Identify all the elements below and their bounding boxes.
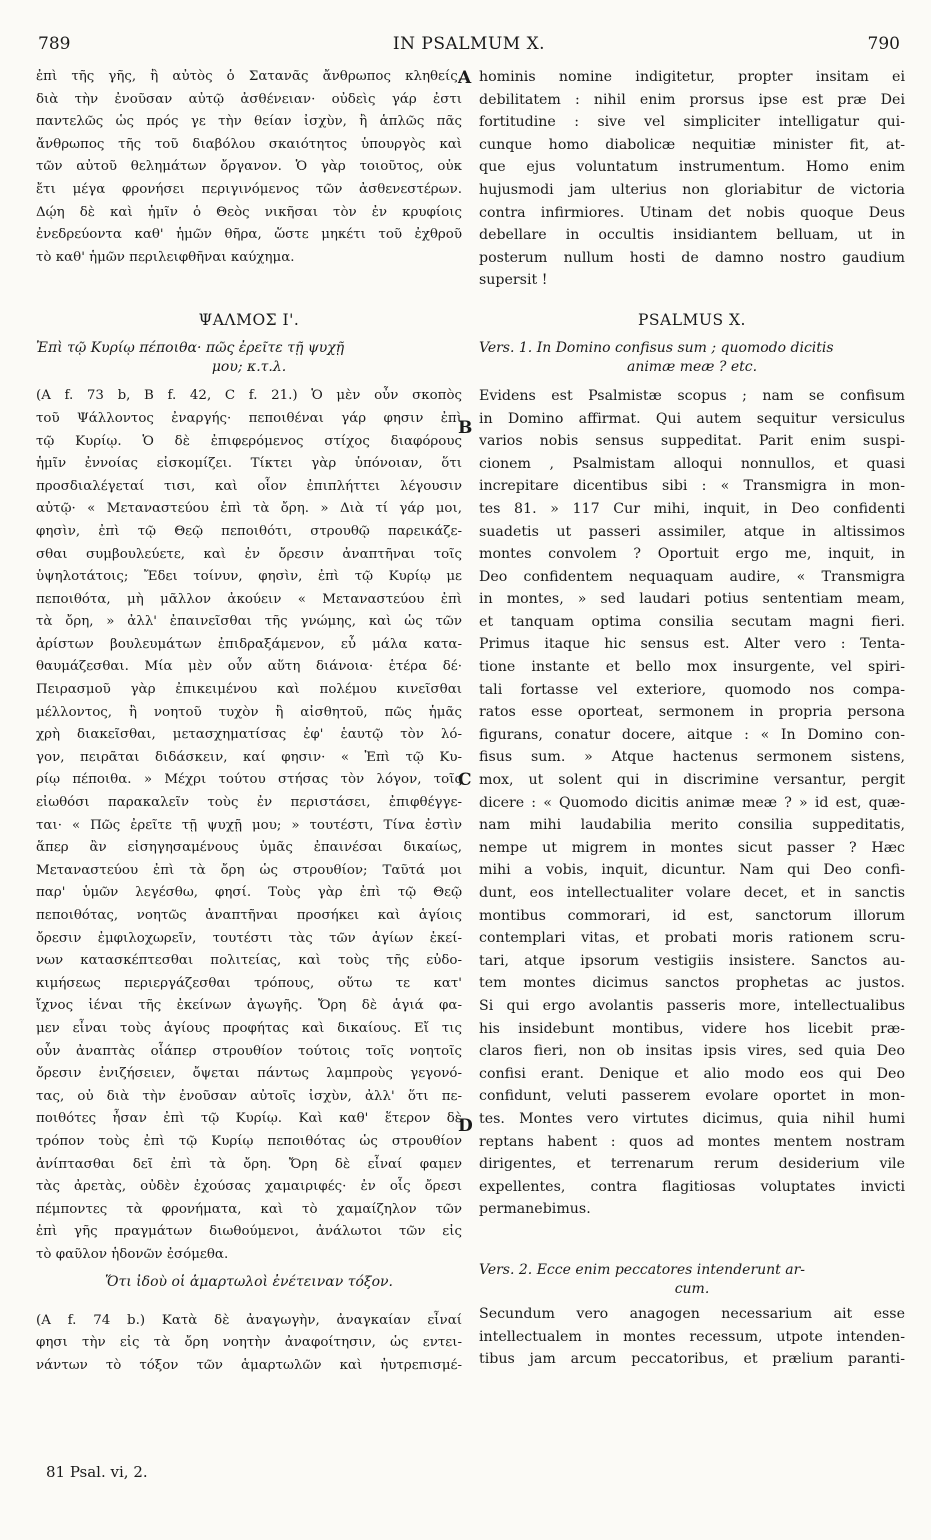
latin-line: expellentes, contra flagitiosas voluptates invicti — [479, 1178, 905, 1195]
latin-verse1-heading: Vers. 1. In Domino confisus sum ; quomodo dicitis — [479, 339, 834, 356]
greek-line: τοῦ Ψάλλοντος ἐναργής· πεποιθέναι γάρ φησιν ἐπὶ — [36, 410, 462, 426]
latin-line: ratos esse oporteat, sermonem in propria persona — [479, 704, 905, 721]
latin-line: confidunt, veluti passerem evolare oportet in mon- — [479, 1088, 905, 1105]
greek-line: φησι τὴν εἰς τὰ ὄρη νοητὴν ἀναφοίτησιν, ὡς εντει- — [36, 1335, 462, 1351]
greek-psalm-title: ΨΑΛΜΟΣ Ι'. — [198, 311, 300, 330]
greek-body — [36, 385, 462, 1266]
latin-line: Si qui ergo avolantis passeris more, intellectualibus — [479, 997, 905, 1014]
greek-line: τῶν αὐτοῦ θελημάτων ὄργανον. Ὁ γὰρ τοιοῦτος, οὐκ — [36, 159, 462, 175]
latin-line: tari, atque ipsorum vestigiis insistere. Sanctos au- — [479, 952, 905, 969]
greek-line: τας, οὐ διὰ τὴν ἐνοῦσαν αὐτοῖς ἰσχὺν, ἀλλ' ὅτι πε- — [36, 1088, 462, 1104]
greek-verse1-heading: Ἐπὶ τῷ Κυρίῳ πέποιθα· πῶς ἐρεῖτε τῇ ψυχῇ — [36, 340, 345, 357]
greek-line: ται· « Πῶς ἐρεῖτε τῇ ψυχῇ μου; » τουτέστι, Τίνα ἐστὶν — [36, 817, 462, 833]
latin-verse1-heading-cont: animæ meæ ? etc. — [626, 358, 758, 375]
greek-line: ὑψηλοτάτοις; Ἔδει τοίνυν, φησὶν, ἐπὶ τῷ Κυρίῳ με — [36, 569, 462, 585]
greek-intro — [36, 66, 462, 269]
latin-line: dicere : « Quomodo dicitis animæ meæ ? » id est, quæ- — [479, 794, 905, 811]
greek-line: τὰ ὄρη, » ἀλλ' ἐπαινεῖσθαι τῆς γνώμης, καὶ ὡς τῶν — [36, 614, 462, 630]
greek-line: πέμποντες τὰ φρονήματα, καὶ τὸ χαμαίζηλον τῶν — [36, 1201, 462, 1217]
latin-line: nam mihi laudabilia merito consilia suppeditatis, — [479, 817, 905, 834]
greek-verse1-heading-cont: μου; κ.τ.λ. — [211, 359, 287, 376]
latin-line: confisi erant. Denique et alio modo eos qui Deo — [479, 1065, 905, 1082]
latin-line: contemplari vitas, et probati moris rationem scru- — [479, 930, 905, 947]
latin-line: in montes, » sed laudari potius sententiam meam, — [479, 591, 905, 608]
latin-line: dunt, eos intellectualiter volare decet, et in sanctis — [479, 885, 905, 901]
greek-line: πεποιθότας, νοητῶς ἀναπτῆναι προσήκει καὶ ἁγίοις — [36, 908, 462, 923]
greek-line: χρὴ διακεῖσθαι, μετασχηματίσας ἐφ' ἑαυτῷ τὸν λό- — [36, 727, 462, 743]
latin-line: figurans, conatur docere, aitque : « In Domino con- — [479, 726, 905, 743]
greek-line: τὰς ἀρετὰς, οὐδὲν ἐχούσας χαμαιριφές· ἐν οἷς ὄρεσι — [36, 1179, 462, 1195]
latin-line: Deo confidentem nequaquam audire, « Transmigra — [479, 568, 905, 585]
greek-line: ἀρίστων βουλευμάτων ἐπιδραξάμενον, εὖ μάλα κατα- — [36, 636, 462, 652]
latin-line: tibus jam arcum peccatoribus, et prælium paranti- — [479, 1351, 905, 1368]
latin-line: que ejus voluntatum instrumentum. Homo enim — [479, 159, 905, 176]
greek-line: ἐπὶ τῆς γῆς, ἢ αὐτὸς ὁ Σατανᾶς ἄνθρωπος κληθείς, — [36, 69, 462, 84]
latin-line: montes convolem ? Oportuit ergo me, inquit, in — [479, 546, 905, 563]
greek-column — [36, 66, 462, 1377]
latin-line: et tanquam optima consilia secutam magni fieri. — [479, 613, 905, 630]
latin-line: fortitudine : sive vel simpliciter intelligatur qui- — [479, 114, 905, 131]
greek-line: ἄνθρωπος τῆς τοῦ διαβόλου σκαιότητος ὑπουργὸς καὶ — [36, 136, 462, 152]
latin-body — [479, 385, 905, 1221]
latin-line: contra infirmiores. Utinam det nobis quoque Deus — [479, 204, 905, 221]
latin-column — [479, 66, 905, 1371]
latin-line: tes. Montes vero virtutes dicimus, quia nihil humi — [479, 1110, 905, 1127]
latin-final — [479, 1303, 905, 1371]
latin-psalm-title: PSALMUS X. — [638, 310, 746, 329]
greek-line: νάντων τὸ τόξον τῶν ἁμαρτωλῶν καὶ ἠυτρεπισμέ- — [36, 1357, 462, 1373]
latin-line: Evidens est Psalmistæ scopus ; nam se confisum — [479, 387, 905, 404]
greek-line: εἰωθόσι παρακαλεῖν τοὺς ἐν περιστάσει, ἐπιφθέγγε- — [36, 795, 462, 811]
greek-line: σθαι συμβουλεύετε, καὶ ἐν ὄρεσιν ἀναπτῆναι τοῖς — [36, 546, 462, 562]
greek-verse2-heading: Ὅτι ἰδοὺ οἱ ἁμαρτωλοὶ ἐνέτειναν τόξον. — [105, 1273, 393, 1290]
latin-line: mihi a vobis, inquit, dicuntur. Nam qui Deo confi- — [479, 862, 905, 879]
greek-line: ἐνεδρεύοντα καθ' ἡμῶν θῆρα, ὥστε μηκέτι τοῦ ἐχθροῦ — [36, 227, 462, 243]
greek-line: Δῴη δὲ καὶ ἡμῖν ὁ Θεὸς νικῆσαι τὸν ἐν κρυφίοις — [36, 204, 462, 220]
greek-line: τρόπον τοὺς ἐπὶ τῷ Κυρίῳ πεποιθότας ὡς στρουθίον — [36, 1133, 462, 1149]
latin-line: hominis nomine indigitetur, propter insitam ei — [479, 69, 905, 85]
latin-line: fisus sum. » Atque hactenus sermonem sistens, — [479, 749, 905, 766]
greek-line: αὐτῷ· « Μεταναστεύου ἐπὶ τὰ ὄρη. » Διὰ τί γάρ μοι, — [36, 501, 462, 517]
greek-line: μέλλοντος, ἢ νοητοῦ τυχὸν ἢ αἰσθητοῦ, πῶς ἡμᾶς — [36, 704, 462, 720]
latin-line: increpitare dicentibus sibi : « Transmigra in mon- — [479, 478, 905, 495]
latin-line: cionem , Psalmistam alloqui nonnullos, et quasi — [479, 455, 905, 472]
greek-line: Πειρασμοῦ γὰρ ἐπικειμένου καὶ πολέμου κινεῖσθαι — [36, 682, 462, 698]
left-page-number: 789 — [38, 34, 71, 54]
greek-line: τῷ Κυρίῳ. Ὁ δὲ ἐπιφερόμενος στίχος διαφόρους — [36, 433, 462, 449]
latin-line: reptans habent : quos ad montes mentem nostram — [479, 1133, 905, 1150]
greek-line: ἡμῖν ἐννοίας εἰσκομίζει. Τίκτει γὰρ ὑπόνοιαν, ὅτι — [36, 456, 462, 472]
latin-line: tali fortasse vel exteriore, quomodo nos compa- — [479, 681, 905, 698]
greek-line: ρίῳ πέποιθα. » Μέχρι τούτου στήσας τὸν λόγον, τοῖς — [36, 772, 462, 788]
latin-verse2-heading: Vers. 2. Ecce enim peccatores intenderunt ar- — [479, 1261, 806, 1278]
greek-line: προσδιαλέγεταί τισι, καὶ οἷον ἐπιπλήττει λέγουσιν — [36, 478, 462, 494]
greek-line: ἔτι μέγα φρονήσει περιγινόμενος τῶν ἀσθενεστέρων. — [36, 181, 462, 197]
greek-line: ποιθότες ἦσαν ἐπὶ τῷ Κυρίῳ. Καὶ καθ' ἕτερον δὲ — [36, 1111, 462, 1127]
right-page-number: 790 — [867, 34, 900, 54]
latin-line: in Domino affirmat. Qui autem sequitur versiculus — [479, 410, 905, 427]
greek-line: κιμήσεως περιεργάζεσθαι τρόπους, οὕτω τε κατ' — [36, 975, 462, 991]
margin-letter-d: D — [458, 1116, 473, 1136]
latin-line: Secundum vero anagogen necessarium ait esse — [479, 1305, 905, 1322]
latin-line: suadetis ut passeri assimiler, atque in altissimos — [479, 523, 905, 540]
greek-line: φησὶν, ἐπὶ τῷ Θεῷ πεποιθότι, στρουθῷ παρεικάζε- — [36, 523, 462, 539]
latin-line: mox, ut solent qui in discrimine versantur, pergit — [479, 772, 905, 789]
latin-line: hujusmodi jam ulterius non gloriabitur de victoria — [479, 181, 905, 198]
latin-line: tes 81. » 117 Cur mihi, inquit, in Deo confidenti — [479, 500, 905, 517]
latin-verse2-heading-cont: cum. — [674, 1280, 710, 1297]
greek-line: ὄρεσιν ἐμφιλοχωρεῖν, τουτέστι τὰς τῶν ἁγίων ἐκεί- — [36, 930, 462, 946]
greek-line: νων κατασκέπτεσθαι πολιτείας, καὶ τοὺς τῆς εὐδο- — [36, 953, 462, 969]
latin-line: his insidebunt montibus, videre hos licebit præ- — [479, 1020, 905, 1037]
greek-final — [36, 1310, 462, 1378]
latin-line: cunque homo diabolicæ nequitiæ minister fit, at- — [479, 136, 905, 153]
latin-line: debilitatem : nihil enim prorsus ipse est præ Dei — [479, 91, 905, 108]
greek-line: ἅπερ ἂν εἰσηγησαμένους ὑμᾶς ἐπαινέσαι δικαίως, — [36, 840, 462, 856]
latin-line: tem montes dicimus sanctos prophetas ac justos. — [479, 975, 905, 992]
greek-line: (A f. 73 b, B f. 42, C f. 21.) Ὁ μὲν οὖν σκοπὸς — [36, 388, 462, 404]
latin-line: varios nobis sensus suppeditat. Parit enim suspi- — [479, 433, 905, 450]
greek-line: τὸ καθ' ἡμῶν περιλειφθῆναι καύχημα. — [36, 249, 295, 265]
greek-line: ὄρεσιν ἐνιζήσειεν, ὄψεται πάντως λαμπροὺς γεγονό- — [36, 1066, 462, 1082]
latin-line: Primus itaque hic sensus est. Alter vero : Tenta- — [479, 636, 905, 653]
footnote: 81 Psal. vi, 2. — [46, 1463, 148, 1481]
greek-line: γον, πειρᾶται διδάσκειν, καί φησιν· « Ἐπὶ τῷ Κυ- — [36, 749, 462, 765]
margin-letter-a: A — [458, 68, 472, 88]
greek-line: (A f. 74 b.) Κατὰ δὲ ἀναγωγὴν, ἀναγκαίαν εἶναί — [36, 1312, 462, 1328]
latin-line: debellare in occultis insidiantem belluam, ut in — [479, 227, 905, 244]
latin-line: supersit ! — [479, 272, 548, 289]
greek-line: πεποιθότα, μὴ μᾶλλον ἀκούειν « Μεταναστεύου ἐπὶ — [36, 591, 462, 607]
latin-intro — [479, 66, 905, 292]
latin-line: tione instante et bello mox insurgente, vel spiri- — [479, 659, 905, 676]
greek-line: ἴχνος ἰέναι τῆς ἐκείνων ἀγωγῆς. Ὄρη δὲ ἁγιά φα- — [36, 998, 462, 1014]
greek-line: διὰ τὴν ἐνοῦσαν αὐτῷ ἀσθένειαν· οὐδεὶς γάρ ἐστι — [36, 91, 462, 107]
latin-line: dirigentes, et terrenarum rerum desiderium vile — [479, 1156, 905, 1173]
greek-line: μεν εἶναι τοὺς ἁγίους προφήτας καὶ δικαίους. Εἴ τις — [36, 1020, 462, 1036]
greek-line: παρ' ὑμῶν λεγέσθω, φησί. Τοὺς γὰρ ἐπὶ τῷ Θεῷ — [36, 885, 462, 901]
latin-line: intellectualem in montes recessum, utpote intenden- — [479, 1328, 905, 1345]
greek-line: Μεταναστεύου ἐπὶ τὰ ὄρη ὡς στρουθίον; Ταῦτά μοι — [36, 862, 462, 878]
greek-line: ἀνίπτασθαι δεῖ ἐπὶ τὰ ὄρη. Ὄρη δὲ εἶναί φαμεν — [36, 1156, 462, 1172]
greek-line: παντελῶς ὡς πρός γε τὴν θείαν ἰσχὺν, ἢ ἁπλῶς πᾶς — [36, 114, 462, 130]
greek-line: ἐπὶ γῆς πραγμάτων διωθούμενοι, ἀνάλωτοι τῶν εἰς — [36, 1224, 462, 1240]
margin-letter-c: C — [458, 770, 472, 790]
latin-line: posterum nullum hosti de damno nostro gaudium — [479, 249, 905, 266]
latin-line: claros fieri, non ob insitas ipsis vires, sed quia Deo — [479, 1043, 905, 1060]
latin-line: nempe ut migrem in montes sicut passer ? Hæc — [479, 839, 905, 856]
margin-letter-b: B — [458, 418, 473, 438]
latin-line: montibus commorari, id est, sanctorum illorum — [479, 907, 905, 924]
greek-line: θαυμάζεσθαι. Μία μὲν οὖν αὕτη διάνοια· ἑτέρα δέ· — [36, 659, 462, 675]
greek-line: τὸ φαῦλον ἡδονῶν ἐσόμεθα. — [36, 1246, 229, 1262]
greek-line: οὖν ἀναπτὰς οἷάπερ στρουθίον τούτοις τοῖς νοητοῖς — [36, 1043, 462, 1059]
running-title: IN PSALMUM X. — [392, 34, 546, 54]
latin-line: permanebimus. — [479, 1201, 591, 1218]
running-header — [38, 34, 900, 58]
